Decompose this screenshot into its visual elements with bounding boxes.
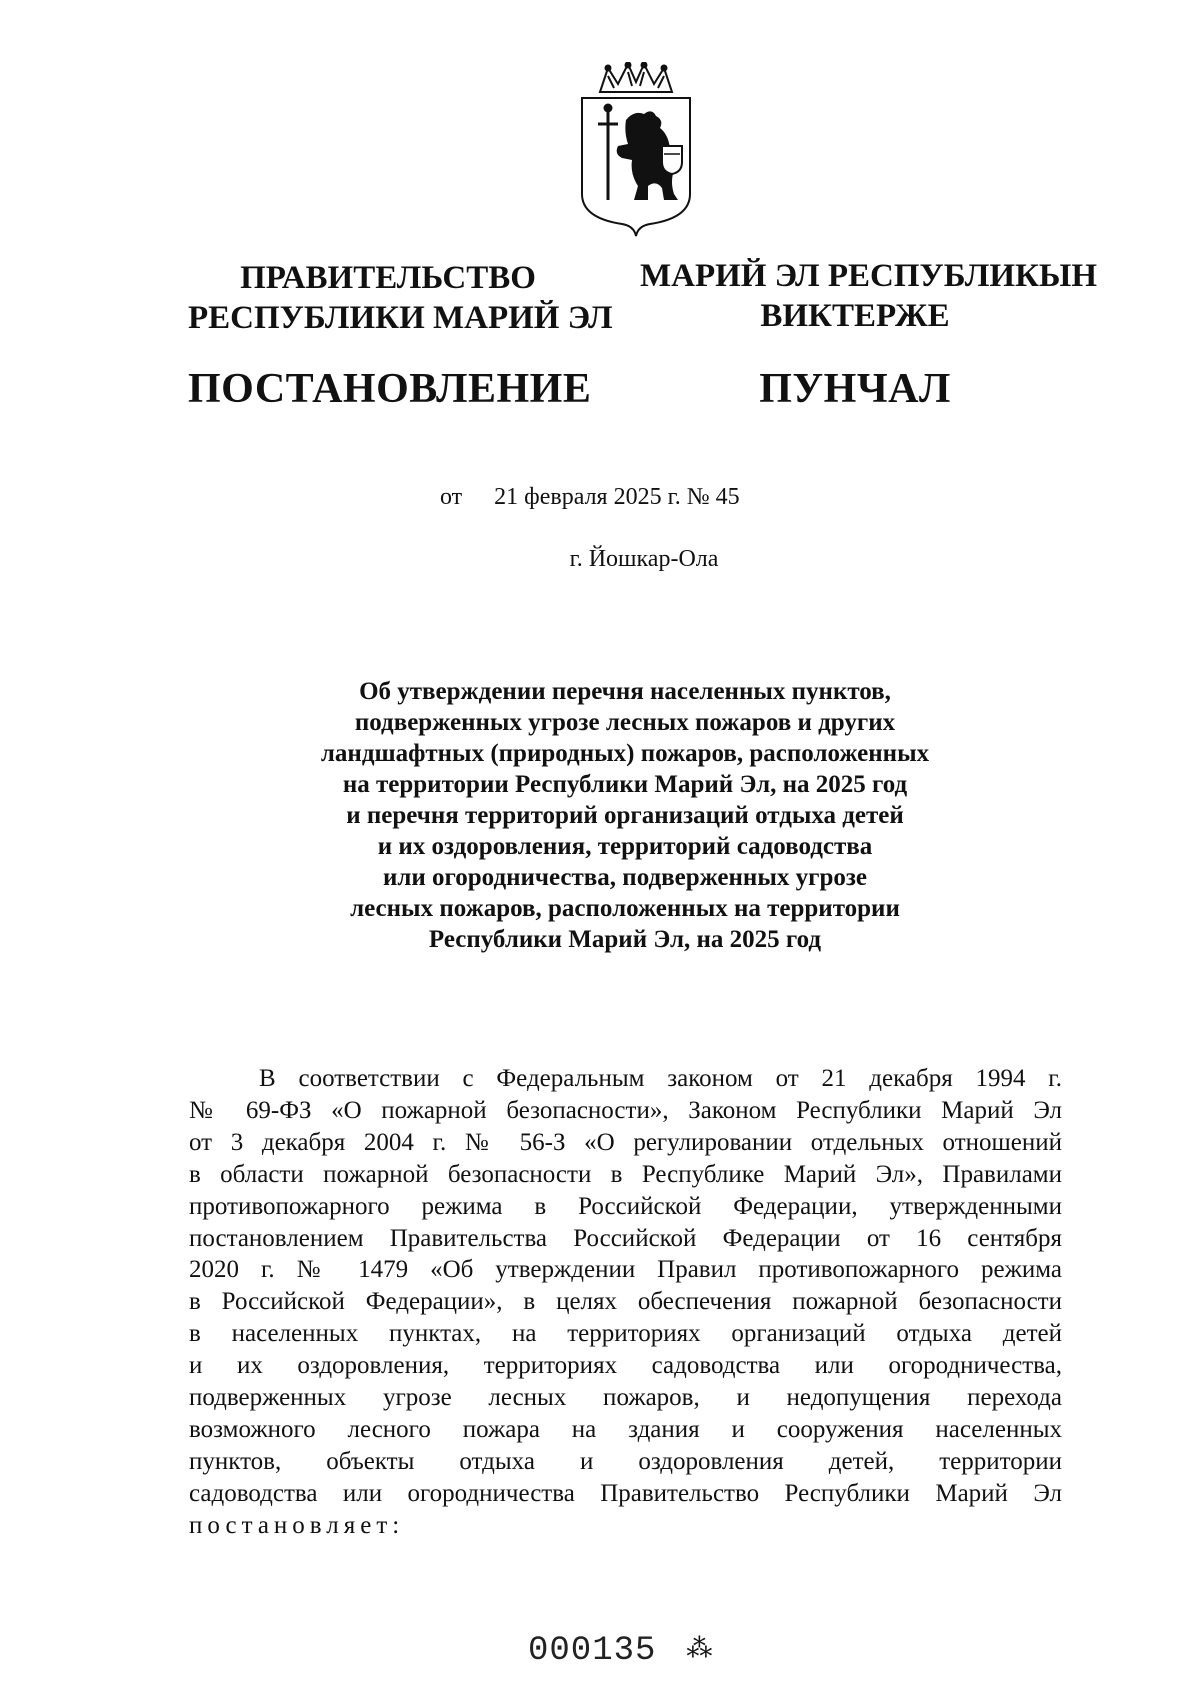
title-line: ландшафтных (природных) пожаров, расположенных [320, 740, 930, 767]
body-line: от 3 декабря 2004 г. № 56-З «О регулировании отдельных отношений [189, 1128, 1062, 1156]
form-serial [528, 1632, 712, 1670]
city: г. Йошкар-Ола [569, 546, 719, 572]
title-line: подверженных угрозе лесных пожаров и других [354, 709, 896, 736]
title-line: Об утверждении перечня населенных пунктов, [359, 678, 891, 705]
body-line: пунктов, объекты отдыха и оздоровления детей, территории [189, 1447, 1062, 1475]
document-body [189, 1063, 1062, 1542]
document-type-mari: ПУНЧАЛ [759, 366, 951, 412]
header-right [640, 256, 1098, 412]
document-title [240, 676, 1010, 955]
body-line: в Российской Федерации», в целях обеспечения пожарной безопасности [189, 1288, 1062, 1316]
body-line: возможного лесного пожара на здания и сооружения населенных [189, 1415, 1062, 1443]
government-name-line1: ПРАВИТЕЛЬСТВО [240, 260, 536, 296]
body-line: садоводства или огородничества Правительство Республики Марий Эл [189, 1479, 1062, 1507]
title-line: и перечня территорий организаций отдыха детей [346, 802, 904, 829]
government-name-line2: РЕСПУБЛИКИ МАРИЙ ЭЛ [188, 300, 613, 336]
body-line: В соответствии с Федеральным законом от 21 декабря 1994 г. [259, 1065, 1062, 1092]
title-line: Республики Марий Эл, на 2025 год [428, 926, 822, 953]
asterisk-mark-icon: ⁂ [686, 1634, 713, 1663]
document-type-ru: ПОСТАНОВЛЕНИЕ [188, 366, 592, 412]
body-line: подверженных угрозе лесных пожаров, и недопущения перехода [189, 1384, 1062, 1412]
government-name-mari-line2: ВИКТЕРЖЕ [760, 298, 950, 334]
body-line: 2020 г. № 1479 «Об утверждении Правил противопожарного режима [189, 1256, 1062, 1284]
date-value: 21 февраля 2025 г. [494, 484, 681, 510]
serial-number: 000135 [528, 1632, 657, 1670]
title-line: лесных пожаров, расположенных на территории [350, 895, 900, 922]
resolution-verb: постановляет: [189, 1511, 405, 1539]
header-left [188, 258, 613, 412]
body-line: и их оздоровления, территориях садоводства или огородничества, [189, 1352, 1062, 1380]
date-prefix: от [440, 484, 463, 510]
body-line: № 69-ФЗ «О пожарной безопасности», Законом Республики Марий Эл [189, 1096, 1062, 1124]
body-line: в области пожарной безопасности в Республике Марий Эл», Правилами [189, 1160, 1062, 1188]
title-line: или огородничества, подверженных угрозе [382, 864, 868, 891]
body-line: противопожарного режима в Российской Федерации, утвержденными [189, 1192, 1062, 1220]
title-line: на территории Республики Марий Эл, на 2025 год [342, 771, 908, 798]
body-line: в населенных пунктах, на территориях организаций отдыха детей [189, 1320, 1062, 1348]
government-name-mari-line1: МАРИЙ ЭЛ РЕСПУБЛИКЫН [640, 258, 1098, 294]
document-date [440, 484, 740, 511]
number-label: № [686, 484, 710, 510]
document-number: 45 [715, 484, 740, 510]
coat-of-arms-icon [578, 62, 694, 238]
title-line: и их оздоровления, территорий садоводства [377, 833, 873, 860]
body-line: постановлением Правительства Российской Федерации от 16 сентября [189, 1224, 1062, 1252]
